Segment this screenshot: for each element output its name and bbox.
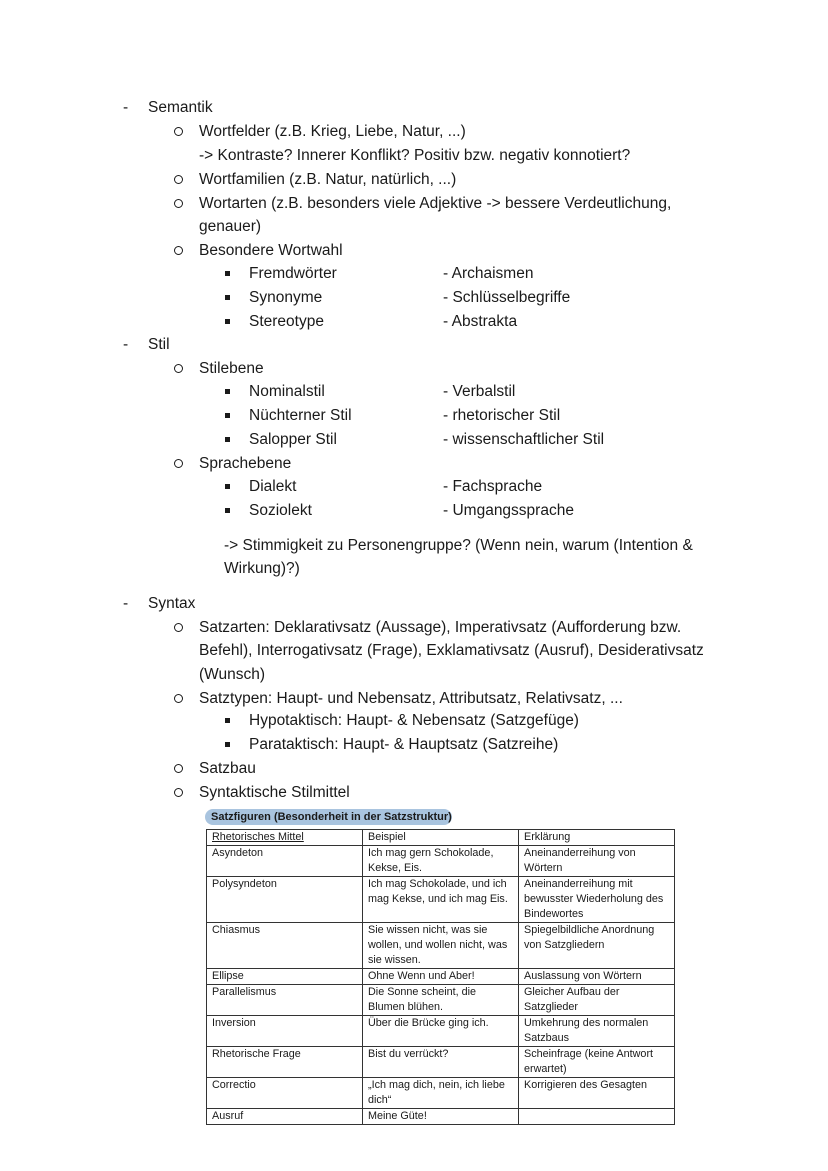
satztypen-subitem: Parataktisch: Haupt- & Hauptsatz (Satzreihe) [249,736,559,753]
satzarten-item: Satzarten: Deklarativsatz (Aussage), Imperativsatz (Aufforderung bzw. [199,619,682,636]
list-dash: - [123,595,129,612]
stil-note-cont: Wirkung)?) [224,560,300,577]
square-bullet-icon [225,389,230,394]
stilebene-right: - rhetorischer Stil [443,407,561,424]
sprachebene-left: Soziolekt [249,502,312,519]
list-dash: - [123,99,129,116]
table-cell: Die Sonne scheint, die Blumen blühen. [363,985,519,1016]
table-cell: Sie wissen nicht, was sie wollen, und wollen nicht, was sie wissen. [363,923,519,969]
table-cell: Ohne Wenn und Aber! [363,969,519,985]
stilebene-right: - Verbalstil [443,383,516,400]
wortwahl-right: - Abstrakta [443,313,518,330]
wortwahl-left: Stereotype [249,313,324,330]
table-cell: Rhetorische Frage [207,1047,363,1078]
wortfamilien-item: Wortfamilien (z.B. Natur, natürlich, ...) [199,171,457,188]
circle-bullet-icon [174,764,183,773]
satzfiguren-heading: Satzfiguren (Besonderheit in der Satzstruktur) [211,811,452,823]
table-row [207,923,675,969]
table-cell: Auslassung von Wörtern [519,969,675,985]
wortwahl-item: Besondere Wortwahl [199,242,343,259]
table-cell: Correctio [207,1078,363,1109]
table-cell: Ich mag Schokolade, und ich mag Kekse, und ich mag Eis. [363,877,519,923]
wortfelder-item: Wortfelder (z.B. Krieg, Liebe, Natur, ...) [199,123,466,140]
table-cell: Chiasmus [207,923,363,969]
stilebene-left: Nüchterner Stil [249,407,352,424]
wortwahl-right: - Archaismen [443,265,534,282]
circle-bullet-icon [174,246,183,255]
square-bullet-icon [225,437,230,442]
section-title-semantik: Semantik [148,99,213,116]
list-dash: - [123,336,129,353]
column-header: Erklärung [519,830,675,846]
table-cell: Scheinfrage (keine Antwort erwartet) [519,1047,675,1078]
section-title-stil: Stil [148,336,170,353]
sprachebene-item: Sprachebene [199,455,292,472]
satzbau-item: Satzbau [199,760,256,777]
circle-bullet-icon [174,175,183,184]
sprachebene-right: - Umgangssprache [443,502,574,519]
table-cell: Ellipse [207,969,363,985]
table-cell: Gleicher Aufbau der Satzglieder [519,985,675,1016]
wortarten-item: Wortarten (z.B. besonders viele Adjektive -> bessere Verdeutlichung, [199,195,672,212]
circle-bullet-icon [174,199,183,208]
table-row [207,1109,675,1125]
table-row [207,969,675,985]
column-header: Beispiel [363,830,519,846]
table-cell: Aneinanderreihung mit bewusster Wiederholung des Bindewortes [519,877,675,923]
table-row [207,1047,675,1078]
stilebene-left: Salopper Stil [249,431,337,448]
square-bullet-icon [225,484,230,489]
table-cell: Asyndeton [207,846,363,877]
square-bullet-icon [225,413,230,418]
square-bullet-icon [225,295,230,300]
square-bullet-icon [225,508,230,513]
table-cell: Ausruf [207,1109,363,1125]
wortwahl-left: Synonyme [249,289,323,306]
circle-bullet-icon [174,788,183,797]
circle-bullet-icon [174,694,183,703]
table-cell: Spiegelbildliche Anordnung von Satzgliedern [519,923,675,969]
table-cell: Über die Brücke ging ich. [363,1016,519,1047]
table-row [207,846,675,877]
satzfiguren-table [206,829,675,1125]
square-bullet-icon [225,319,230,324]
table-cell: „Ich mag dich, nein, ich liebe dich“ [363,1078,519,1109]
circle-bullet-icon [174,364,183,373]
table-header-row [207,830,675,846]
wortfelder-note: -> Kontraste? Innerer Konflikt? Positiv bzw. negativ konnotiert? [199,147,631,164]
table-row [207,985,675,1016]
table-cell: Parallelismus [207,985,363,1016]
wortwahl-right: - Schlüsselbegriffe [443,289,571,306]
table-cell: Polysyndeton [207,877,363,923]
table-cell: Umkehrung des normalen Satzbaus [519,1016,675,1047]
column-header: Rhetorisches Mittel [207,830,363,846]
table-cell: Meine Güte! [363,1109,519,1125]
wortarten-item-cont: genauer) [199,218,262,235]
circle-bullet-icon [174,623,183,632]
satztypen-item: Satztypen: Haupt- und Nebensatz, Attributsatz, Relativsatz, ... [199,690,623,707]
circle-bullet-icon [174,459,183,468]
table-row [207,1016,675,1047]
table-cell: Bist du verrückt? [363,1047,519,1078]
wortwahl-left: Fremdwörter [249,265,337,282]
table-row [207,877,675,923]
satztypen-subitem: Hypotaktisch: Haupt- & Nebensatz (Satzgefüge) [249,712,579,729]
satzarten-item-cont: Befehl), Interrogativsatz (Frage), Exklamativsatz (Ausruf), Desiderativsatz [199,642,704,659]
circle-bullet-icon [174,127,183,136]
table-cell: Korrigieren des Gesagten [519,1078,675,1109]
stilebene-left: Nominalstil [249,383,325,400]
table-row [207,1078,675,1109]
stilebene-right: - wissenschaftlicher Stil [443,431,605,448]
table-cell: Ich mag gern Schokolade, Kekse, Eis. [363,846,519,877]
stilmittel-item: Syntaktische Stilmittel [199,784,350,801]
table-cell: Aneinanderreihung von Wörtern [519,846,675,877]
sprachebene-left: Dialekt [249,478,297,495]
square-bullet-icon [225,742,230,747]
square-bullet-icon [225,718,230,723]
stil-note: -> Stimmigkeit zu Personengruppe? (Wenn nein, warum (Intention & [224,537,693,554]
table-cell: Inversion [207,1016,363,1047]
square-bullet-icon [225,271,230,276]
table-cell [519,1109,675,1125]
stilebene-item: Stilebene [199,360,264,377]
satzarten-item-cont: (Wunsch) [199,666,266,683]
section-title-syntax: Syntax [148,595,196,612]
sprachebene-right: - Fachsprache [443,478,543,495]
